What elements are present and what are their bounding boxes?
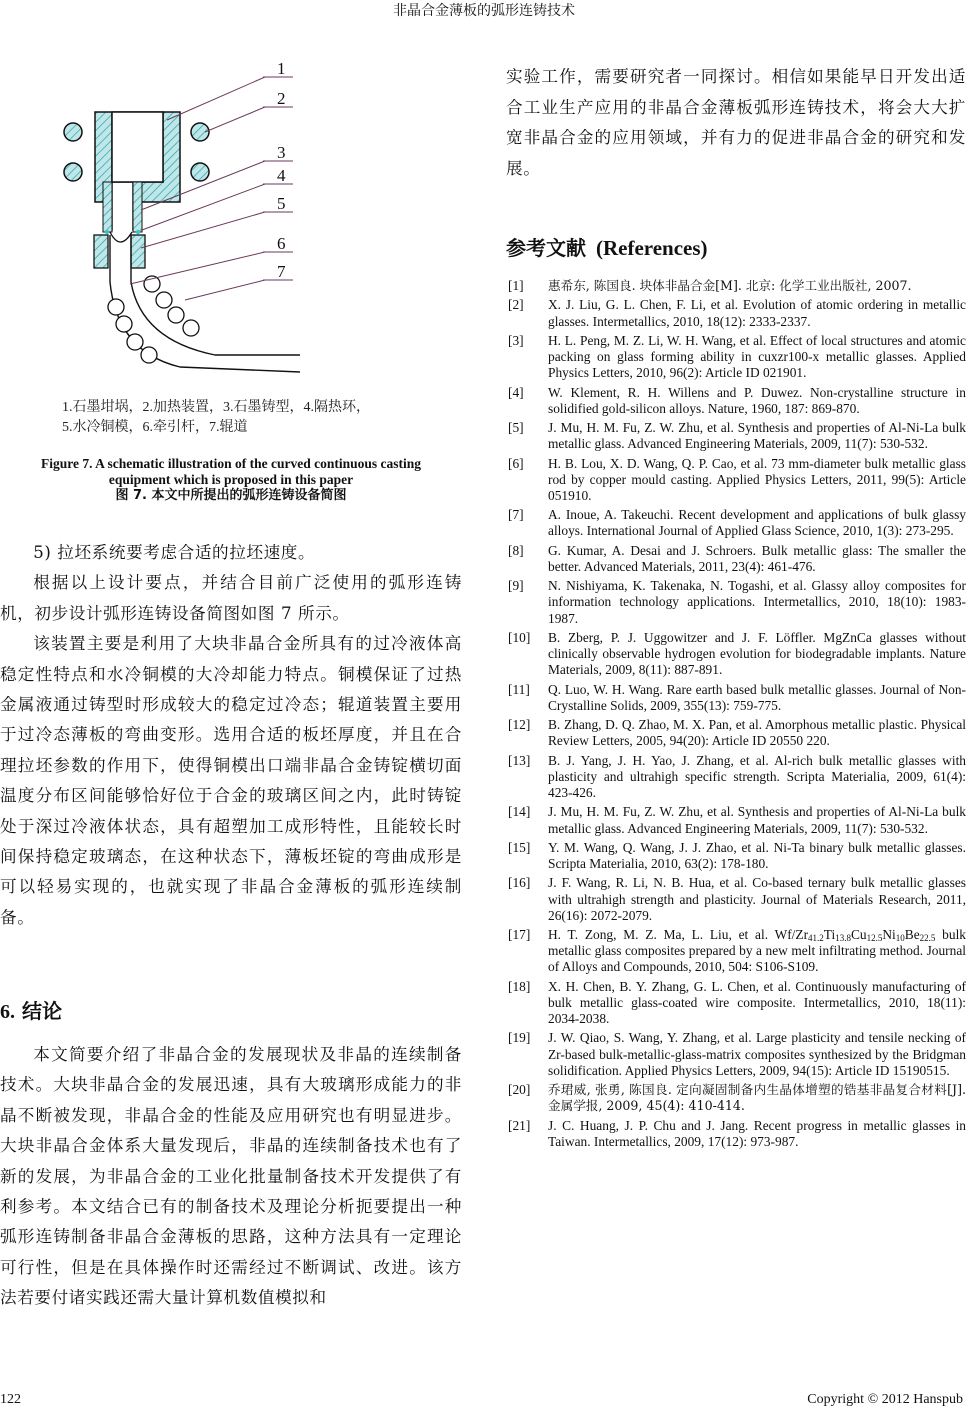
reference-number: [13] [508, 752, 531, 768]
reference-item [508, 456, 966, 505]
reference-number: [3] [508, 332, 524, 348]
reference-item [508, 717, 966, 749]
figure-label-4: 4 [277, 166, 286, 185]
reference-text: X. H. Chen, B. Y. Zhang, G. L. Chen, et al. Continuously manufacturing of bulk metallic glass-coated wire composite. Intermetallics, 2010, 18(11): 2034-2038. [548, 978, 966, 1027]
reference-text: X. J. Liu, G. L. Chen, F. Li, et al. Evolution of atomic ordering in metallic glasses. Intermetallics, 2010, 18(12): 2333-2337. [548, 297, 966, 329]
reference-item [508, 630, 966, 679]
reference-item [508, 1082, 966, 1114]
reference-item [508, 578, 966, 627]
running-header: 非晶合金薄板的弧形连铸技术 [393, 3, 575, 19]
figure-legend-line: 5.水冷铜模，6.牵引杆，7.辊道 [62, 420, 248, 435]
reference-number: [7] [508, 507, 524, 523]
figure-legend [62, 398, 422, 438]
figure-legend-line: 1.石墨坩埚，2.加热装置，3.石墨铸型，4.隔热环， [62, 400, 370, 415]
reference-item [508, 333, 966, 382]
reference-text: N. Nishiyama, K. Takenaka, N. Togashi, et al. Glassy alloy composites for information technology applications. Intermetallics, 2010, 18(10): 1983-1987. [548, 578, 966, 626]
reference-item [508, 543, 966, 575]
reference-item [508, 420, 966, 452]
reference-number: [17] [508, 927, 531, 943]
reference-list [508, 278, 966, 1153]
heating-coil [191, 163, 209, 181]
figure-label-7: 7 [277, 262, 286, 281]
casting-equipment-figure [55, 52, 405, 438]
figure-label-6: 6 [277, 234, 286, 253]
reference-text: B. J. Yang, J. H. Yao, J. Zhang, et al. Al-rich bulk metallic glasses with plasticity and ultrahigh specific strength. Scripta Materialia, 2009, 61(4): 423-426. [548, 752, 966, 801]
reference-text: 惠希东, 陈国良. 块体非晶合金[M]. 北京: 化学工业出版社, 2007. [548, 278, 912, 293]
reference-item [508, 875, 966, 924]
conclusion-text [0, 1040, 462, 1314]
reference-text: G. Kumar, A. Desai and J. Schroers. Bulk metallic glass: The smaller the better. Advanced Materials, 2011, 23(4): 461-476. [548, 542, 966, 574]
references-title-en: (References) [596, 236, 708, 260]
reference-number: [4] [508, 384, 524, 400]
reference-text: Y. M. Wang, Q. Wang, J. J. Zhao, et al. Ni-Ta binary bulk metallic glasses. Scripta Materialia, 2010, 63(2): 178-180. [548, 839, 966, 872]
figure-label-3: 3 [277, 143, 286, 162]
reference-text: H. L. Peng, M. Z. Li, W. H. Wang, et al. Effect of local structures and atomic packing on glass forming ability in cuxzr100-x metallic glasses. Applied Physics Letters, 2010, 96(2): Article ID 021901. [548, 332, 966, 381]
reference-text: J. F. Wang, R. Li, N. B. Hua, et al. Co-based ternary bulk metallic glasses with ultrahigh strength and plasticity. Journal of Materials Research, 2011, 26(16): 2072-2079. [548, 875, 966, 923]
reference-text: W. Klement, R. H. Willens and P. Duwez. Non-crystalline structure in solidified gold-silicon alloys. Nature, 1960, 187: 869-870. [548, 384, 966, 416]
reference-item [508, 1030, 966, 1079]
reference-number: [16] [508, 875, 531, 891]
reference-number: [12] [508, 717, 531, 733]
paragraph: 本文简要介绍了非晶合金的发展现状及非晶的连续制备技术。大块非晶合金的发展迅速，具有大玻璃形成能力的非晶不断被发现，非晶合金的性能及应用研究也有明显进步。大块非晶合金体系大量发现后，非晶的连续制备技术也有了新的发展，为非晶合金的工业化批量制备技术开发提供了有利参考。本文结合已有的制备技术及理论分析扼要提出一种弧形连铸制备非晶合金薄板的思路，这种方法具有一定理论可行性，但是在具体操作时还需经过不断调试、改进。该方法若要付诸实践还需大量计算机数值模拟和 [0, 1045, 462, 1308]
reference-item [508, 753, 966, 802]
section-number: 6. [0, 1001, 15, 1023]
heating-coil [64, 163, 82, 181]
roller-table [108, 276, 199, 363]
section-title: 结论 [21, 999, 62, 1023]
figure-label-5: 5 [277, 194, 286, 213]
reference-number: [14] [508, 804, 531, 820]
reference-number: [20] [508, 1082, 531, 1098]
section-heading [0, 995, 62, 1024]
reference-item [508, 804, 966, 836]
reference-text: J. Mu, H. M. Fu, Z. W. Zhu, et al. Synthesis and properties of Al-Ni-La bulk metallic glass. Advanced Engineering Materials, 2009, 11(7): 530-532. [548, 804, 966, 836]
reference-text: B. Zhang, D. Q. Zhao, M. X. Pan, et al. Amorphous metallic plastic. Physical Review Letters, 2005, 94(20): Article ID 20550 220. [548, 717, 966, 749]
reference-number: [6] [508, 455, 524, 471]
reference-text: J. C. Huang, J. P. Chu and J. Jang. Recent progress in metallic glasses in Taiwan. Intermetallics, 2009, 17(12): 973-987. [548, 1117, 966, 1149]
caption-en: equipment which is proposed in this paper [108, 472, 354, 487]
copyright: Copyright © 2012 Hanspub [807, 1392, 963, 1407]
figure-label-2: 2 [277, 89, 286, 108]
body-text-left [0, 538, 462, 933]
reference-text: H. B. Lou, X. D. Wang, Q. P. Cao, et al. 73 mm-diameter bulk metallic glass rod by copper mould casting. Applied Physics Letters, 2011, 99(5): Article 051910. [548, 455, 966, 503]
reference-number: [11] [508, 681, 530, 697]
reference-item [508, 278, 966, 294]
reference-text: A. Inoue, A. Takeuchi. Recent development and applications of bulk glassy alloys. International Journal of Applied Glass Science, 2010, 1(3): 273-295. [548, 507, 966, 539]
page-number: 122 [0, 1392, 21, 1407]
reference-item [508, 297, 966, 329]
caption-cn: 图 7. 本文中所提出的弧形连铸设备简图 [115, 488, 347, 503]
reference-item [508, 927, 966, 976]
reference-number: [5] [508, 420, 524, 435]
references-title-cn: 参考文献 [506, 236, 586, 260]
reference-text: 乔珺威, 张勇, 陈国良. 定向凝固制备内生晶体增塑的锆基非晶复合材料[J]. 金属学报, 2009, 45(4): 410-414. [548, 1082, 966, 1114]
copper-mould [131, 235, 145, 268]
reference-number: [21] [508, 1117, 531, 1133]
reference-number: [1] [508, 278, 524, 293]
reference-number: [10] [508, 629, 531, 645]
paragraph: 根据以上设计要点，并结合目前广泛使用的弧形连铸机，初步设计弧形连铸设备简图如图 7 所示。 [0, 573, 462, 623]
reference-number: [19] [508, 1030, 531, 1046]
references-heading [506, 232, 708, 261]
copper-mould [94, 235, 108, 268]
reference-text: Q. Luo, W. H. Wang. Rare earth based bulk metallic glasses. Journal of Non-Crystalline Solids, 2009, 355(13): 759-775. [548, 681, 966, 713]
reference-item [508, 682, 966, 714]
reference-number: [8] [508, 542, 524, 558]
reference-text: J. W. Qiao, S. Wang, Y. Zhang, et al. Large plasticity and tensile necking of Zr-based bulk-metallic-glass-matrix composites synthesized by the Bridgman solidification. Applied Physics Letters, 2009, 94(15): Article ID 15190515. [548, 1030, 966, 1078]
figure-label-1: 1 [277, 59, 286, 78]
body-text-right [506, 62, 966, 184]
reference-item [508, 840, 966, 872]
reference-text: H. T. Zong, M. Z. Ma, L. Liu, et al. $Wf/Zr_{41.2}Ti_{13.8}Cu_{12.5}Ni_{10}Be_{22.5}$ bulk metallic glass composites prepared by a new melt infiltrating method. Journal of Alloys and Compounds, 2010, 504: S106-S109. [548, 927, 966, 975]
reference-item [508, 507, 966, 539]
reference-item [508, 1118, 966, 1150]
reference-item [508, 385, 966, 417]
reference-number: [18] [508, 978, 531, 994]
reference-number: [15] [508, 839, 531, 855]
reference-item [508, 979, 966, 1028]
figure-caption [0, 456, 462, 504]
reference-number: [2] [508, 297, 524, 313]
reference-text: B. Zberg, P. J. Uggowitzer and J. F. Löffler. MgZnCa glasses without clinically observable hydrogen evolution for biodegradable implants. Nature Materials, 2009, 8(11): 887-891. [548, 629, 966, 678]
paragraph: 该装置主要是利用了大块非晶合金所具有的过冷液体高稳定性特点和水冷铜模的大冷却能力特点。铜模保证了过热金属液通过铸型时形成较大的稳定过冷态；辊道装置主要用于过冷态薄板的弯曲变形。选用合适的板坯厚度，并且在合理拉坯参数的作用下，使得铜模出口端非晶合金铸锭横切面温度分布区间能够恰好位于合金的玻璃区间之内，此时铸锭处于深过冷液体状态，具有超塑加工成形特性，且能较长时间保持稳定玻璃态，在这种状态下，薄板坯锭的弯曲成形是可以轻易实现的，也就实现了非晶合金薄板的弧形连续制备。 [0, 634, 462, 927]
reference-number: [9] [508, 578, 524, 594]
reference-text: J. Mu, H. M. Fu, Z. W. Zhu, et al. Synthesis and properties of Al-Ni-La bulk metallic glass. Advanced Engineering Materials, 2009, 11(7): 530-532. [548, 420, 966, 452]
heating-coil [64, 123, 82, 141]
paragraph: 实验工作，需要研究者一同探讨。相信如果能早日开发出适合工业生产应用的非晶合金薄板弧形连铸技术，将会大大扩宽非晶合金的应用领域，并有力的促进非晶合金的研究和发展。 [506, 67, 966, 178]
paragraph: 5) 拉坯系统要考虑合适的拉坯速度。 [33, 543, 316, 562]
caption-en: Figure 7. A schematic illustration of the curved continuous casting [41, 456, 421, 471]
